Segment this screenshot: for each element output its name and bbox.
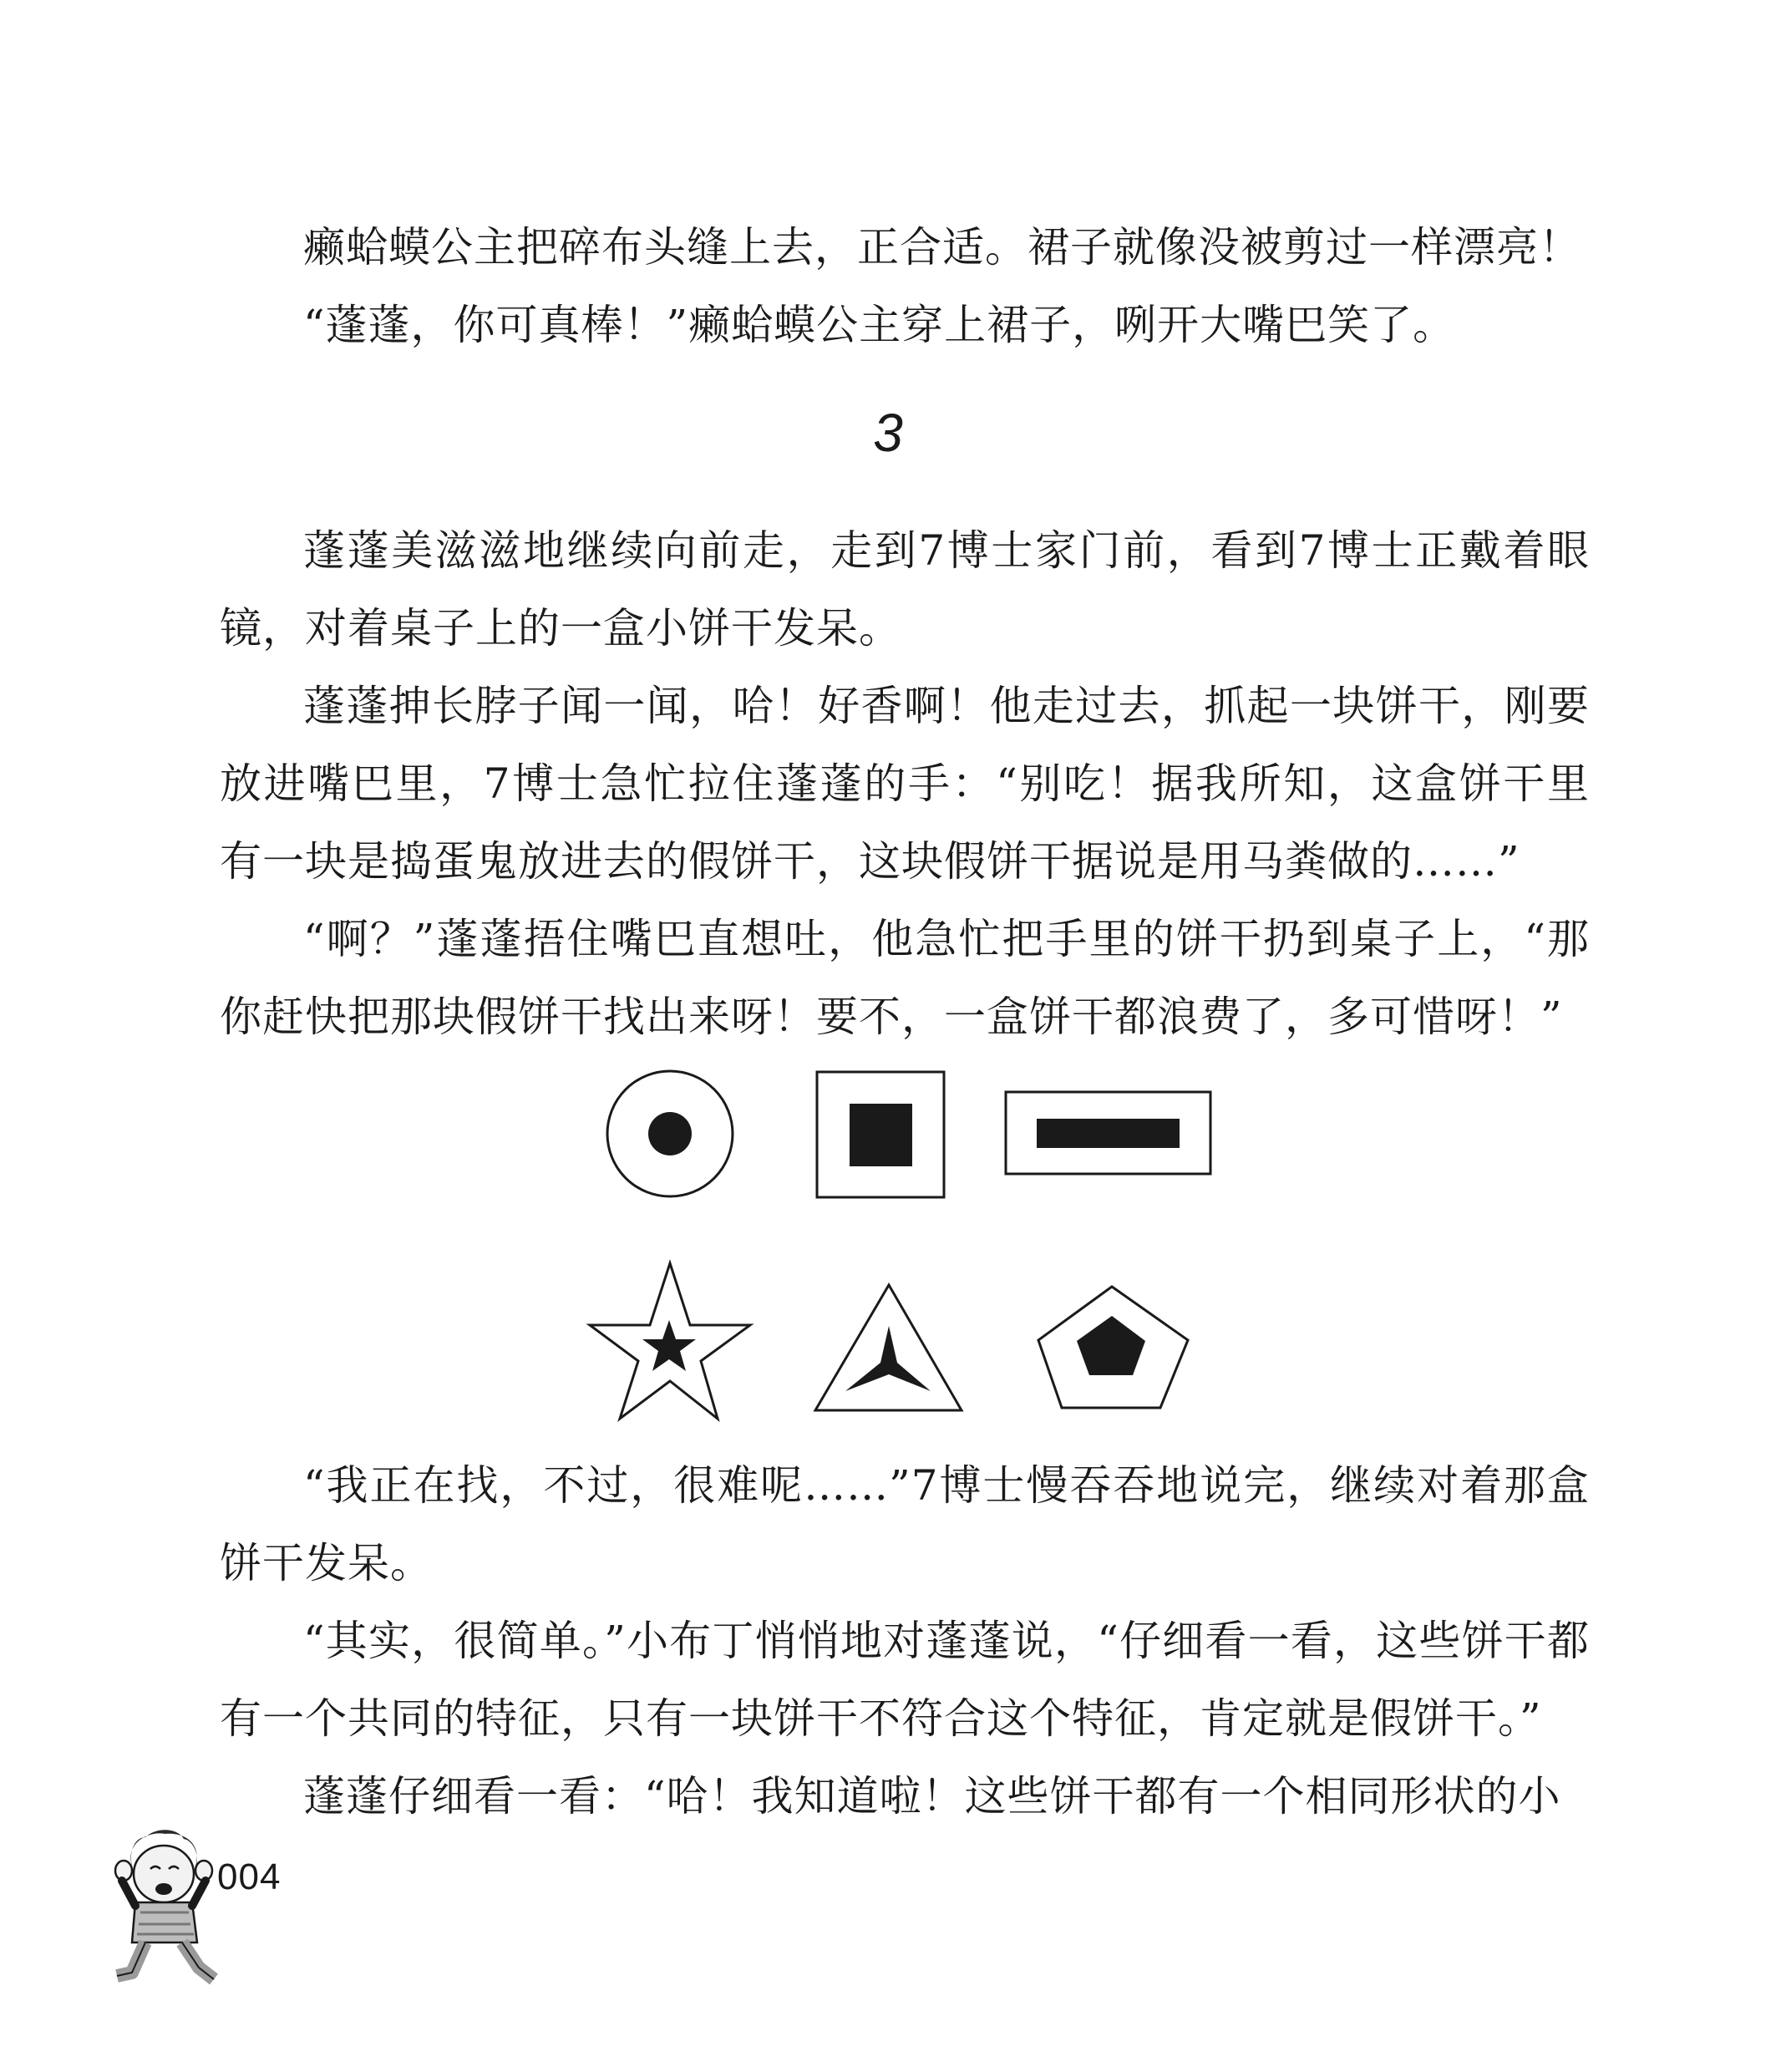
chapter-number: 3 [873,403,903,463]
paragraph-5: “啊？”蓬蓬捂住嘴巴直想吐，他急忙把手里的饼干扔到桌子上，“那你赶快把那块假饼干找出来呀！要不，一盒饼干都浪费了，多可惜呀！” [220,915,1590,1041]
paragraph-1: 癞蛤蟆公主把碎布头缝上去，正合适。裙子就像没被剪过一样漂亮！ [303,223,1581,272]
cookie-rectangle [1006,1092,1210,1174]
boy-mascot-illustration [107,1826,224,1993]
cookie-circle [607,1071,733,1196]
cookie-star [590,1263,750,1419]
cookie-pentagon [1038,1287,1188,1408]
cookie-triangle [815,1285,962,1410]
paragraph-3: 蓬蓬美滋滋地继续向前走，走到7博士家门前，看到7博士正戴着眼镜，对着桌子上的一盒小饼干发呆。 [220,526,1590,653]
paragraph-4: 蓬蓬抻长脖子闻一闻，哈！好香啊！他走过去，抓起一块饼干，刚要放进嘴巴里，7博士急忙拉住蓬蓬的手：“别吃！据我所知，这盒饼干里有一块是捣蛋鬼放进去的假饼干，这块假饼干据说是用马粪做的……” [220,682,1590,886]
paragraph-6: “我正在找，不过，很难呢……”7博士慢吞吞地说完，继续对着那盒饼干发呆。 [220,1461,1590,1587]
page-number: 004 [217,1856,282,1897]
paragraph-7: “其实，很简单。”小布丁悄悄地对蓬蓬说，“仔细看一看，这些饼干都有一个共同的特征，只有一块饼干不符合这个特征，肯定就是假饼干。” [220,1617,1590,1743]
paragraph-8: 蓬蓬仔细看一看：“哈！我知道啦！这些饼干都有一个相同形状的小 [303,1772,1561,1821]
paragraph-2: “蓬蓬，你可真棒！”癞蛤蟆公主穿上裙子，咧开大嘴巴笑了。 [303,301,1456,349]
cookie-square [817,1072,944,1197]
